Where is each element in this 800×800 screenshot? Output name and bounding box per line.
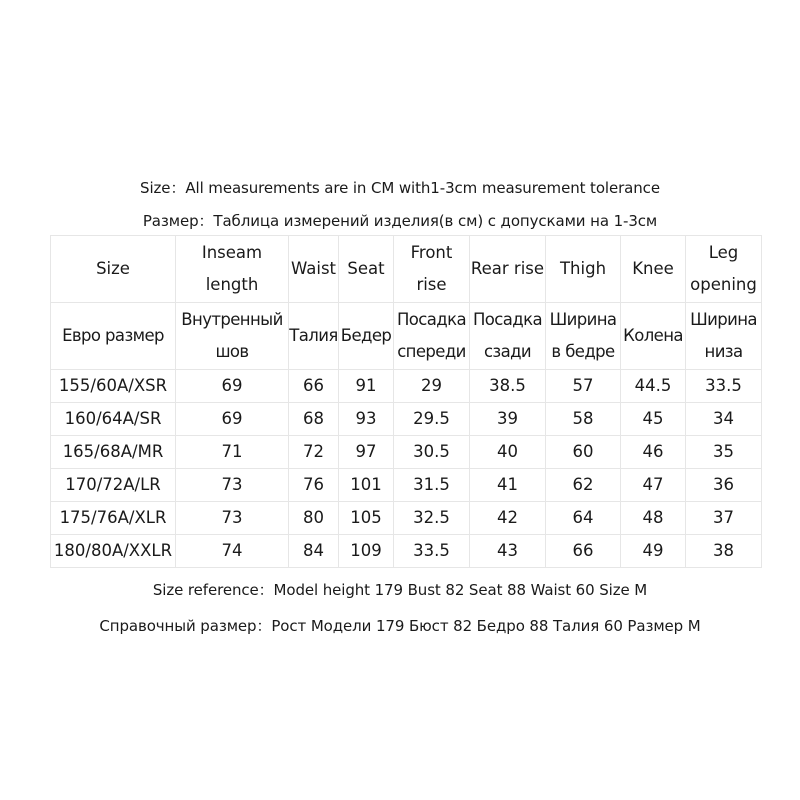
thigh-cell: 62 xyxy=(546,469,621,502)
inseam-cell: 73 xyxy=(176,469,289,502)
table-row xyxy=(51,502,762,535)
table-row xyxy=(51,370,762,403)
size-note-russian: Размер：Таблица измерений изделия(в см) с допусками на 1-3см xyxy=(142,212,658,230)
front-rise-cell: 29.5 xyxy=(394,403,470,436)
table-row xyxy=(51,436,762,469)
waist-cell: 66 xyxy=(289,370,339,403)
header-row-english xyxy=(51,236,762,303)
knee-cell: 45 xyxy=(621,403,686,436)
col-header-inseam: Inseam length xyxy=(176,236,289,303)
seat-cell: 97 xyxy=(339,436,394,469)
size-cell: 170/72A/LR xyxy=(51,469,176,502)
col-header-size-ru: Евро размер xyxy=(51,303,176,370)
thigh-cell: 60 xyxy=(546,436,621,469)
col-header-waist: Waist xyxy=(289,236,339,303)
waist-cell: 80 xyxy=(289,502,339,535)
front-rise-cell: 31.5 xyxy=(394,469,470,502)
seat-cell: 101 xyxy=(339,469,394,502)
col-header-rear-rise: Rear rise xyxy=(470,236,546,303)
table-row xyxy=(51,535,762,568)
col-header-seat-ru: Бедер xyxy=(339,303,394,370)
knee-cell: 48 xyxy=(621,502,686,535)
size-note-english: Size：All measurements are in CM with1-3cm measurement tolerance xyxy=(140,179,660,197)
size-cell: 155/60A/XSR xyxy=(51,370,176,403)
col-header-leg-opening-ru: Ширина низа xyxy=(686,303,762,370)
leg-opening-cell: 35 xyxy=(686,436,762,469)
knee-cell: 44.5 xyxy=(621,370,686,403)
size-cell: 160/64A/SR xyxy=(51,403,176,436)
rear-rise-cell: 39 xyxy=(470,403,546,436)
col-header-front-rise-ru: Посадка спереди xyxy=(394,303,470,370)
front-rise-cell: 30.5 xyxy=(394,436,470,469)
rear-rise-cell: 38.5 xyxy=(470,370,546,403)
col-header-thigh-ru: Ширина в бедре xyxy=(546,303,621,370)
table-row xyxy=(51,469,762,502)
col-header-waist-ru: Талия xyxy=(289,303,339,370)
waist-cell: 84 xyxy=(289,535,339,568)
seat-cell: 105 xyxy=(339,502,394,535)
col-header-knee: Knee xyxy=(621,236,686,303)
inseam-cell: 69 xyxy=(176,370,289,403)
thigh-cell: 57 xyxy=(546,370,621,403)
model-reference-russian: Справочный размер：Рост Модели 179 Бюст 82 Бедро 88 Талия 60 Размер M xyxy=(99,617,701,635)
rear-rise-cell: 42 xyxy=(470,502,546,535)
rear-rise-cell: 43 xyxy=(470,535,546,568)
col-header-leg-opening: Leg opening xyxy=(686,236,762,303)
table-row xyxy=(51,403,762,436)
col-header-inseam-ru: Внутренный шов xyxy=(176,303,289,370)
waist-cell: 76 xyxy=(289,469,339,502)
size-cell: 175/76A/XLR xyxy=(51,502,176,535)
thigh-cell: 58 xyxy=(546,403,621,436)
inseam-cell: 69 xyxy=(176,403,289,436)
thigh-cell: 66 xyxy=(546,535,621,568)
seat-cell: 91 xyxy=(339,370,394,403)
col-header-rear-rise-ru: Посадка сзади xyxy=(470,303,546,370)
waist-cell: 68 xyxy=(289,403,339,436)
rear-rise-cell: 41 xyxy=(470,469,546,502)
leg-opening-cell: 36 xyxy=(686,469,762,502)
seat-cell: 109 xyxy=(339,535,394,568)
col-header-thigh: Thigh xyxy=(546,236,621,303)
inseam-cell: 71 xyxy=(176,436,289,469)
size-cell: 165/68A/MR xyxy=(51,436,176,469)
model-reference-english: Size reference：Model height 179 Bust 82 Seat 88 Waist 60 Size M xyxy=(152,581,648,599)
size-chart-table xyxy=(50,235,762,568)
inseam-cell: 74 xyxy=(176,535,289,568)
rear-rise-cell: 40 xyxy=(470,436,546,469)
knee-cell: 49 xyxy=(621,535,686,568)
front-rise-cell: 33.5 xyxy=(394,535,470,568)
waist-cell: 72 xyxy=(289,436,339,469)
knee-cell: 47 xyxy=(621,469,686,502)
front-rise-cell: 29 xyxy=(394,370,470,403)
leg-opening-cell: 34 xyxy=(686,403,762,436)
leg-opening-cell: 33.5 xyxy=(686,370,762,403)
knee-cell: 46 xyxy=(621,436,686,469)
leg-opening-cell: 38 xyxy=(686,535,762,568)
front-rise-cell: 32.5 xyxy=(394,502,470,535)
col-header-seat: Seat xyxy=(339,236,394,303)
inseam-cell: 73 xyxy=(176,502,289,535)
seat-cell: 93 xyxy=(339,403,394,436)
thigh-cell: 64 xyxy=(546,502,621,535)
col-header-size: Size xyxy=(51,236,176,303)
col-header-front-rise: Front rise xyxy=(394,236,470,303)
header-row-russian xyxy=(51,303,762,370)
size-cell: 180/80A/XXLR xyxy=(51,535,176,568)
col-header-knee-ru: Колена xyxy=(621,303,686,370)
leg-opening-cell: 37 xyxy=(686,502,762,535)
